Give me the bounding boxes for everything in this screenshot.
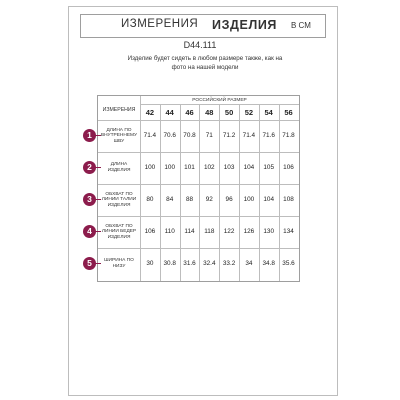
row-label: ОБХВАТ ПО ЛИНИИ ТАЛИИ ИЗДЕЛИЯ: [101, 191, 137, 208]
size-header-50: 50: [224, 108, 234, 117]
fit-note: Изделие будет сидеть в любом размере также, как на фото на нашей модели: [127, 55, 283, 71]
table-cell: 32.4: [203, 260, 216, 267]
table-cell: 108: [283, 196, 294, 203]
table-cell: 71.2: [222, 132, 236, 139]
badge-connector: [95, 231, 101, 232]
product-code: D44.111: [183, 40, 217, 50]
row-divider: [98, 216, 299, 217]
table-cell: 88: [185, 196, 194, 203]
size-group-label: РОССИЙСКИЙ РАЗМЕР: [192, 97, 247, 103]
table-cell: 71.6: [262, 132, 275, 139]
row-number-badge: 3: [83, 193, 96, 206]
size-table: [97, 95, 300, 282]
table-cell: 130: [263, 228, 275, 235]
badge-connector: [95, 199, 101, 200]
row-label: ОБХВАТ ПО ЛИНИИ БЕДЕР ИЗДЕЛИЯ: [101, 223, 137, 240]
table-cell: 118: [204, 228, 215, 235]
size-header-48: 48: [205, 108, 214, 117]
table-cell: 100: [243, 196, 255, 203]
table-cell: 126: [243, 228, 255, 235]
column-divider: [160, 104, 161, 281]
table-cell: 110: [164, 228, 175, 235]
size-header-54: 54: [264, 108, 273, 117]
table-cell: 96: [225, 196, 233, 203]
column-divider: [239, 104, 240, 281]
table-cell: 105: [263, 164, 275, 171]
size-header-56: 56: [284, 108, 293, 117]
column-divider: [180, 104, 181, 281]
table-cell: 70.8: [183, 132, 196, 139]
row-number-badge: 4: [83, 225, 96, 238]
row-number-badge: 5: [83, 257, 96, 270]
table-cell: 122: [223, 228, 235, 235]
column-divider: [199, 104, 200, 281]
table-cell: 30: [146, 260, 154, 267]
title-banner: [80, 14, 326, 38]
row-label: ДЛИНА ПО ВНУТРЕННЕМУ ШВУ: [100, 127, 138, 144]
table-cell: 106: [144, 228, 156, 235]
table-cell: 104: [263, 196, 275, 203]
table-cell: 100: [144, 164, 156, 171]
table-cell: 35.6: [282, 260, 295, 267]
table-cell: 33.2: [222, 260, 236, 267]
size-header-46: 46: [185, 108, 194, 117]
column-divider: [219, 104, 220, 281]
table-cell: 34.8: [262, 260, 275, 267]
table-cell: 71: [205, 132, 213, 139]
row-number-badge: 2: [83, 161, 96, 174]
row-divider: [98, 152, 299, 153]
table-cell: 31.6: [183, 260, 196, 267]
title-product: ИЗДЕЛИЯ: [212, 18, 277, 32]
label-column-divider: [140, 96, 141, 281]
badge-connector: [95, 135, 101, 136]
column-divider: [279, 104, 280, 281]
table-cell: 101: [184, 164, 195, 171]
table-cell: 103: [223, 164, 235, 171]
table-cell: 80: [146, 196, 154, 203]
table-cell: 104: [243, 164, 255, 171]
table-cell: 100: [164, 164, 176, 171]
row-divider: [98, 184, 299, 185]
size-header-42: 42: [145, 108, 155, 117]
row-label: ДЛИНА ИЗДЕЛИЯ: [107, 162, 131, 173]
table-cell: 134: [283, 228, 294, 235]
table-cell: 106: [283, 164, 294, 171]
table-cell: 34: [245, 260, 253, 267]
row-number-badge: 1: [83, 129, 96, 142]
table-cell: 114: [184, 228, 195, 235]
caption-divider: [140, 104, 299, 105]
badge-connector: [95, 167, 101, 168]
badge-connector: [95, 263, 101, 264]
table-cell: 71.4: [143, 132, 157, 139]
title-units: В СМ: [291, 21, 311, 30]
row-divider: [98, 248, 299, 249]
column-divider: [259, 104, 260, 281]
corner-label: ИЗМЕРЕНИЯ: [102, 107, 136, 113]
size-header-52: 52: [244, 108, 254, 117]
table-cell: 92: [205, 196, 213, 203]
table-cell: 102: [203, 164, 215, 171]
size-header-44: 44: [165, 108, 174, 117]
row-label: ШИРИНА ПО НИЗУ: [104, 258, 134, 269]
table-cell: 70.6: [163, 132, 176, 139]
title-measurements: ИЗМЕРЕНИЯ: [121, 18, 199, 30]
table-cell: 30.8: [163, 260, 176, 267]
table-cell: 71.8: [282, 132, 295, 139]
header-divider: [98, 120, 299, 121]
table-cell: 84: [166, 196, 174, 203]
table-cell: 71.4: [242, 132, 256, 139]
